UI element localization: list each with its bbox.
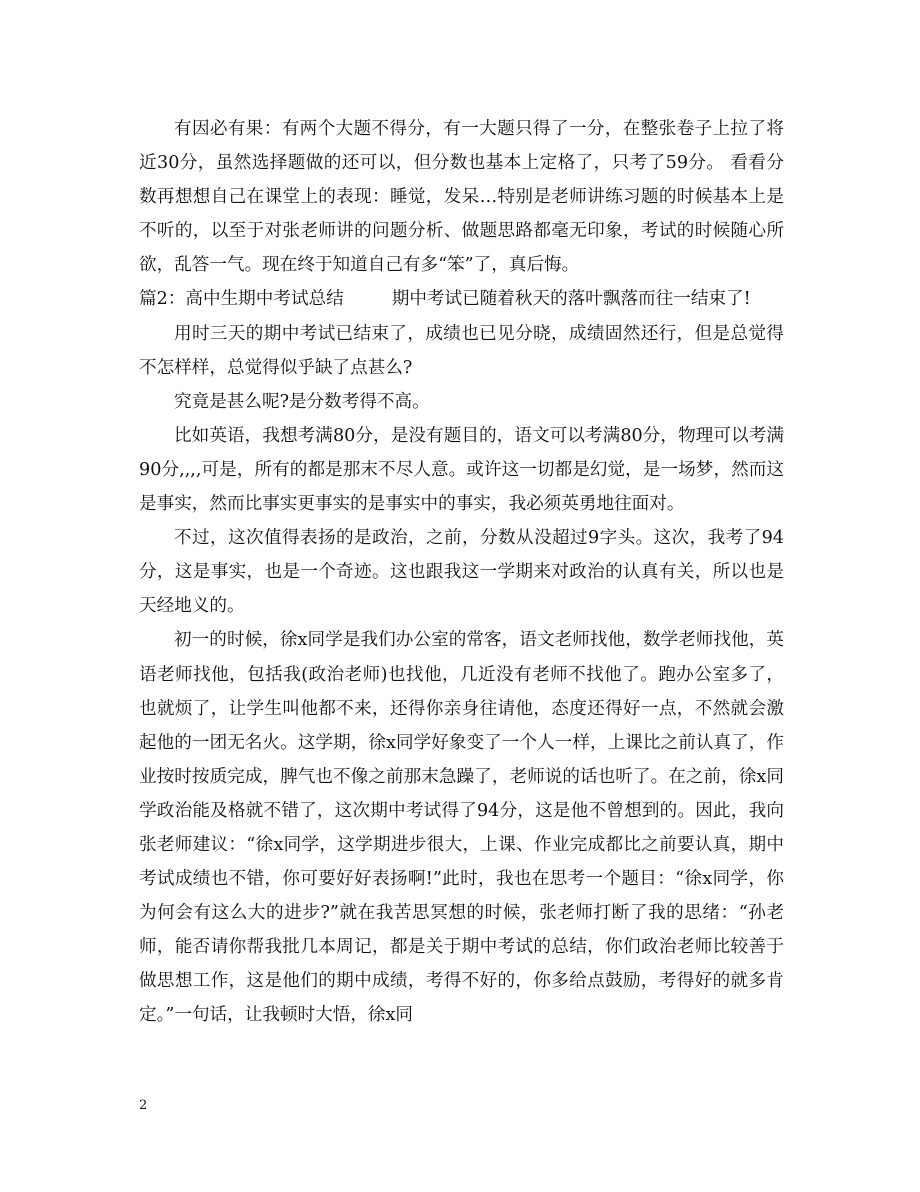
paragraph-5: 不过，这次值得表扬的是政治，之前，分数从没超过9字头。这次，我考了94分，这是事实，也是一个奇迹。这也跟我这一学期来对政治的认真有关，所以也是天经地义的。 [139,528,784,617]
paragraph-6: 初一的时候，徐x同学是我们办公室的常客，语文老师找他，数学老师找他，英语老师找他，包括我(政治老师)也找他，几近没有老师不找他了。跑办公室多了，也就烦了，让学生叫他都不来，还得你亲身往请他，态度还得好一点，不然就会激起他的一团无名火。这学期，徐x同学好象变了一个人一样，上课比之前认真了，作业按时按质完成，脾气也不像之前那末急躁了，老师说的话也听了。在之前，徐x同学政治能及格就不错了，这次期中考试得了94分，这是他不曾想到的。因此，我向张老师建议：“徐x同学，这学期进步很大，上课、作业完成都比之前要认真，期中考试成绩也不错，你可要好好表扬啊!”此时，我也在思考一个题目：“徐x同学，你为何会有这么大的进步?”就在我苦思冥想的时候，张老师打断了我的思绪：“孙老师，能否请你帮我批几本周记，都是关于期中考试的总结，你们政治老师比较善于做思想工作，这是他们的期中成绩，考得不好的，你多给点鼓励，考得好的就多肯定。”一句话，让我顿时大悟，徐x同 [139,630,784,1026]
document-body [139,112,784,1033]
section-intro: 期中考试已随着秋天的落叶飘落而往一结束了! [391,289,751,310]
paragraph-3: 究竟是甚么呢?是分数考得不高。 [174,391,430,412]
page-number: 2 [139,1098,148,1113]
paragraph-1: 有因必有果：有两个大题不得分，有一大题只得了一分，在整张卷子上拉了将近30分，虽然选择题做的还可以，但分数也基本上定格了，只考了59分。 看看分数再想想自己在课堂上的表现：睡觉，发呆…特别是老师讲练习题的时候基本上是不听的，以至于对张老师讲的问题分析、做题思路都毫无印象，考试的时候随心所欲，乱答一气。现在终于知道自己有多“笨”了，真后悔。 [139,119,784,276]
paragraph-4: 比如英语，我想考满80分，是没有题目的，语文可以考满80分，物理可以考满90分,,,,可是，所有的都是那末不尽人意。或许这一切都是幻觉，是一场梦，然而这是事实，然而比事实更事实的是事实中的事实，我必须英勇地往面对。 [139,425,784,515]
paragraph-2: 用时三天的期中考试已结束了，成绩也已见分晓，成绩固然还行，但是总觉得不怎样样，总觉得似乎缺了点甚么? [139,323,784,378]
section-heading-line [139,282,784,316]
section-title: 篇2：高中生期中考试总结 [139,289,344,310]
